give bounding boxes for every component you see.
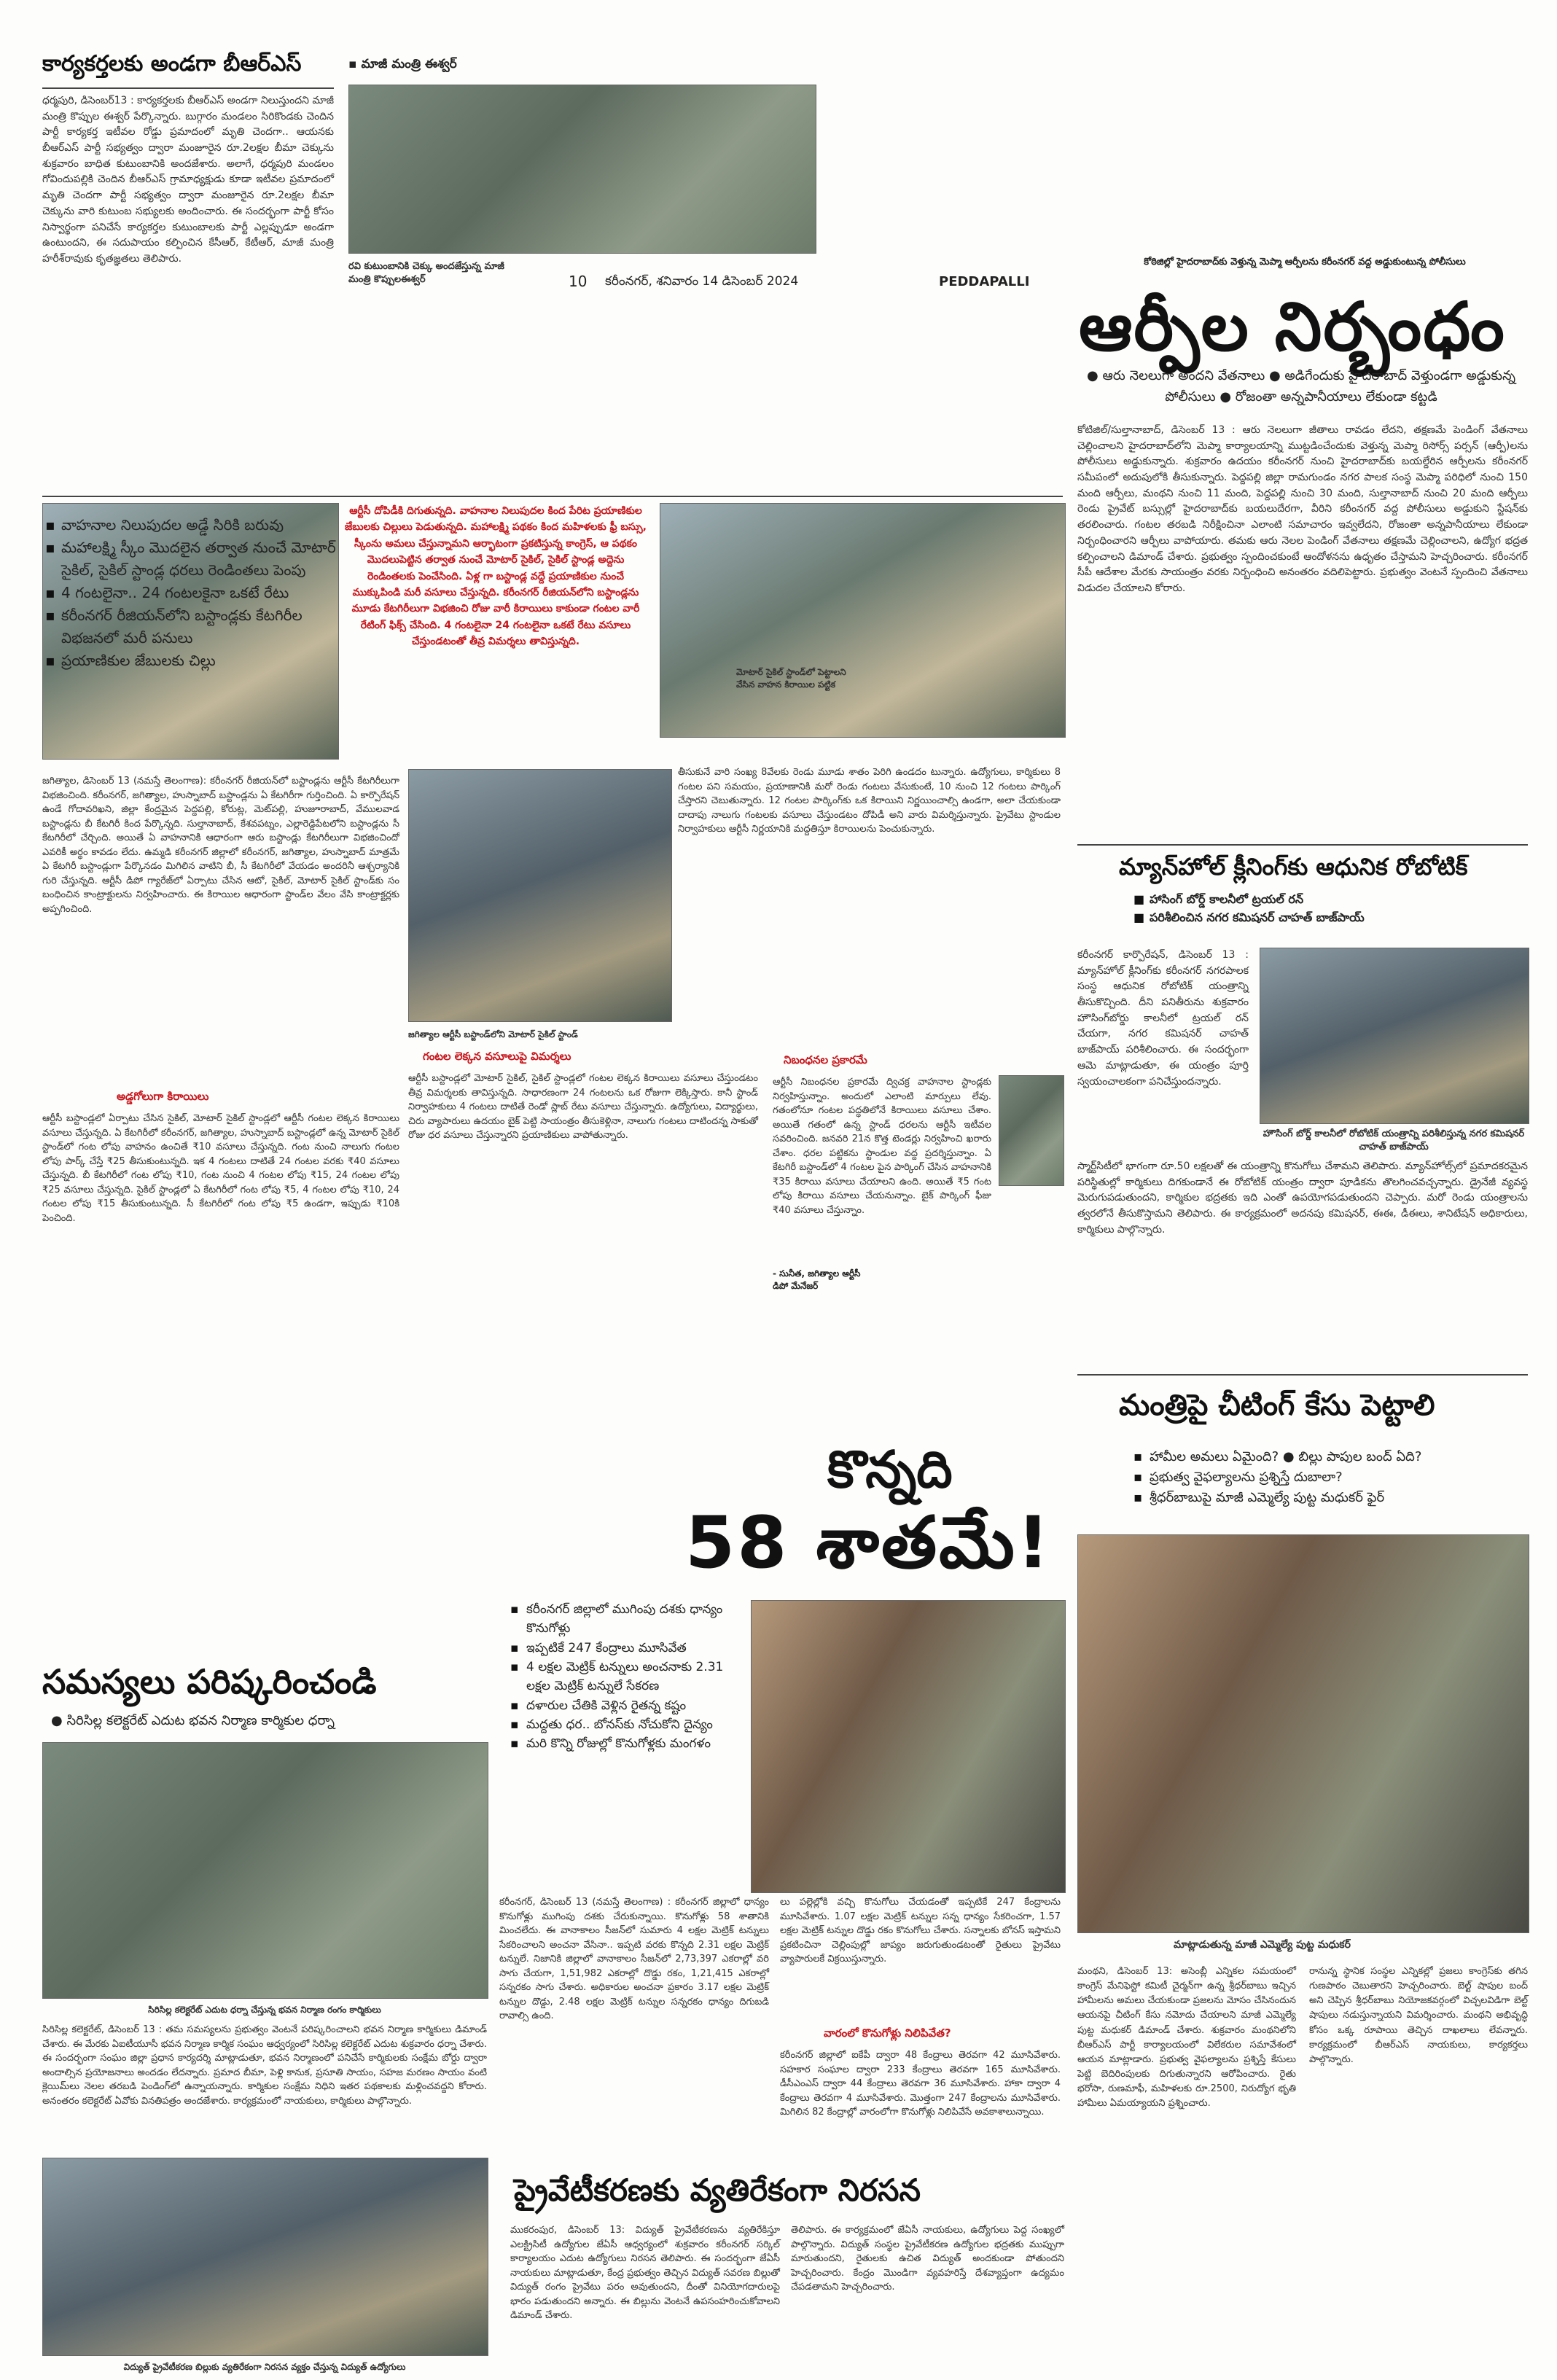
headline-paddy-big: 58 శాతమే!: [685, 1502, 1052, 1585]
bullets-paddy: [510, 1600, 744, 1754]
photo-paddy: [751, 1600, 1066, 1893]
divider: [1077, 844, 1528, 846]
article-body-parking-3: ఆర్టీసీ బస్టాండ్లలో మోటార్‌ సైకిల్‌, సైకిల్‌ స్టాండ్లలో గంటల లెక్కన కిరాయిలు వసూలు చేస్తుండటం తీవ్ర విమర్శలకు తావిస్తున్నది. సాధారణంగా 24 గంటలను ఒక రోజుగా లెక్కిస్తారు. కానీ స్టాండ్‌ నిర్వాహకులు 4 గంటలు దాటితే రెండో స్లాబ్‌ రేటు వసూలు చేస్తున్నారు. ఉద్యోగులు, విద్యార్థులు, చిరు వ్యాపారులు ఉదయం బైక్‌ పెట్టి సాయంత్రం తీసుకెళ్లినా, నాలుగు గంటలు దాటిందన్న సాకుతో రోజు ధర వసూలు చేస్తున్నారని ప్రయాణికులు వాపోతున్నారు.: [408, 1073, 758, 1141]
bullet-parking-2: ▪ మహాలక్ష్మి స్కీం మొదలైన తర్వాత నుంచే మోటార్‌ సైకిల్‌, సైకిల్‌ స్టాండ్ల ధరలు రెండింతలు పెంపు: [45, 537, 351, 582]
decks-cheating: [1133, 1447, 1520, 1508]
article-body-parking-2: తీసుకునే వారి సంఖ్య 8వేలకు రెండు మూడు శాతం పెరిగి ఉండదం టున్నారు. ఉద్యోగులు, కార్మికులు 8 గంటల పని సమయం, ప్రయాణానికి మరో రెండు గంటలు వేసుకుంటే, 10 నుంచి 12 గంటలు పార్కింగ్‌ చేస్తారని చెబుతున్నారు. 12 గంటల పార్కింగ్‌కు ఒక కిరాయిని నిర్ణయించాల్సి ఉండగా, అలా చేయకుండా దాదాపు నాలుగు గంటలకు వసూలు చేస్తుండటం దోపిడీ అని వారు విమర్శిస్తున్నారు. ప్రైవేటు స్టాండుల నిర్వాహకులు ఆర్టీసీ నిర్ణయానికి మద్దతిస్తూ కిరాయిలను పెంచుకున్నారు.: [678, 767, 1061, 835]
headline-cheating: మంత్రిపై చీటింగ్‌ కేసు పెట్టాలి: [1119, 1389, 1435, 1422]
article-body-arrests: కోటిజిల్‌/సుల్తానాబాద్‌, డిసెంబర్‌ 13 : ఆరు నెలలుగా జీతాలు రావడం లేదని, తక్షణమే పెండింగ్‌ వేతనాలు చెల్లించాలని హైదరాబాద్‌లోని మెప్మా కార్యాలయాన్ని ముట్టడించేందుకు వెళ్తున్న మెప్మా రిసోర్స్‌ పర్సన్‌ (ఆర్పీ)లను పోలీసులు అడ్డుకున్నారు. శుక్రవారం ఉదయం కరీంనగర్‌ నుంచి హైదరాబాద్‌కు బయల్దేరిన ఆర్పీలను కరీంనగర్‌ సమీపంలో అదుపులోకి తీసుకున్నారు. పెద్దపల్లి జిల్లా రామగుండం నగర పాలక సంస్థ మెప్మా పరిధిలో నుంచి 150 మంది ఆర్పీలు, మంథని నుంచి 11 మంది, పెద్దపల్లి నుంచి 30 మంది, సుల్తానాబాద్‌ నుంచి 20 మంది ఆర్పీలు రెండు ప్రైవేట్‌ బస్సుల్లో హైదరాబాద్‌కు బయలుదేరగా, వీరిని కరీంనగర్‌ వద్ద పోలీసులు అడ్డుకుని స్టేషన్‌కు తరలించారు. గంటల తరబడి నిరీక్షించినా ఎలాంటి సమాచారం ఇవ్వలేదని, రోజంతా అన్నపానీయాలు లేకుండా నిర్బంధించారని ఆర్పీలు వాపోయారు. తమకు ఆరు నెలల పెండింగ్‌ వేతనాలు తక్షణమే చెల్లించాలని, ఉద్యోగ భద్రత కల్పించాలని డిమాండ్‌ చేశారు. ప్రభుత్వం స్పందించకుంటే ఆందోళనను ఉధృతం చేస్తామని హెచ్చరించారు. కరీంనగర్‌ సీపీ ఆదేశాల మేరకు సాయంత్రం వరకు నిర్బంధించి అనంతరం వదిలిపెట్టారు. ప్రభుత్వం వెంటనే స్పందించి వేతనాలు విడుదల చేయాలని కోరారు.: [1077, 424, 1528, 594]
deck-cheating-2: ▪ ప్రభుత్వ వైఫల్యాలను ప్రశ్నిస్తే దుబాలా?: [1133, 1467, 1520, 1488]
photo-caption-cheating: మాట్లాడుతున్న మాజీ ఎమ్మెల్యే పుట్ట మధుకర్‌: [1174, 1939, 1351, 1951]
decks-robotic: [1133, 891, 1513, 927]
article-body-parking-1: జగిత్యాల, డిసెంబర్‌ 13 (నమస్తే తెలంగాణ): కరీంనగర్‌ రీజియన్‌లో బస్టాండ్లను ఆర్టీసీ కేటగిరీలుగా విభజించింది. కరీంనగర్‌, జగిత్యాల, హుస్నాబాద్‌ బస్టాండ్లను ఏ కేటగిరీగా గుర్తించింది. ఏ కార్పొరేషన్‌ ఉండే గోదావరిఖని, జిల్లా కేంద్రమైన పెద్దపల్లి, కోరుట్ల, మెట్‌పల్లి, హుజూరాబాద్‌, వేములవాడ బస్టాండ్లను బీ కేటగిరీ కింద పేర్కొన్నది. సుల్తానాబాద్‌, కేశవపట్నం, ఎల్లారెడ్డిపేటలోని బస్టాండ్లను సీ కేటగిరీలో చేర్చింది. అయితే ఏ వాహనానికి ఆధారంగా ఆరు బస్టాండ్లు కేటగిరీలుగా విభజించిందో ఎవరికీ అర్థం కావడం లేదు. ఉమ్మడి కరీంనగర్‌ జిల్లాలో కరీంనగర్‌, జగిత్యాల, హుస్నాబాద్‌ మాత్రమే ఏ కేటగిరీ బస్టాండ్లుగా పేర్కొనడం మిగిలిన వాటిని బీ, సీ కేటగిరీలో వేయడం అందరినీ ఆశ్చర్యానికి గురి చేస్తున్నది. ఆర్టీసీ డిపో గ్యారేజ్‌లో ఏర్పాటు చేసిన ఆటో, సైకిల్‌, మోటార్‌ సైకిల్‌ స్టాండ్‌కు సం బంధించిన కాంట్రాక్టులను నిర్వహించారు. ఈ కిరాయిల ఆధారంగా స్టాండ్‌ల వేలం వేసి కాంట్రాక్టర్లకు అప్పగించింది.: [42, 776, 399, 915]
article-body-cheating-1: మంథని, డిసెంబర్‌ 13: అసెంబ్లీ ఎన్నికల సమయంలో కాంగ్రెస్‌ మేనిఫెస్టో కమిటీ చైర్మన్‌గా ఉన్న శ్రీధర్‌బాబు ఇచ్చిన హామీలను అమలు చేయకుండా ప్రజలను మోసం చేసినందున ఆయనపై చీటింగ్‌ కేసు నమోదు చేయాలని మాజీ ఎమ్మెల్యే పుట్ట మధుకర్‌ డిమాండ్‌ చేశారు. శుక్రవారం మంథనిలోని బీఆర్‌ఎస్‌ పార్టీ కార్యాలయంలో విలేకరుల సమావేశంలో ఆయన మాట్లాడారు. ప్రభుత్వ వైఫల్యాలను ప్రశ్నిస్తే కేసులు పెట్టి బెదిరింపులకు దిగుతున్నారని ఆరోపించారు. రైతు భరోసా, రుణమాఫీ, మహిళలకు రూ.2500, నిరుద్యోగ భృతి హామీలు ఏమయ్యాయని ప్రశ్నించారు.: [1077, 1966, 1296, 2110]
article-body-robotic-left: కరీంనగర్‌ కార్పొరేషన్‌, డిసెంబర్‌ 13 : మ్యాన్‌హోల్‌ క్లీనింగ్‌కు కరీంనగర్‌ నగరపాలక సంస్థ ఆధునిక రోబోటిక్‌ యంత్రాన్ని తీసుకొచ్చింది. దీని పనితీరును శుక్రవారం హౌసింగ్‌బోర్డు కాలనీలో ట్రయల్‌ రన్‌ చేయగా, నగర కమిషనర్‌ చాహత్‌ బాజ్‌పాయ్‌ పరిశీలించారు. ఈ సందర్భంగా ఆమె మాట్లాడుతూ, ఈ యంత్రం పూర్తి స్వయంచాలకంగా పనిచేస్తుందన్నారు.: [1077, 949, 1249, 1088]
photo-rate-chart: [660, 503, 1066, 738]
photo-caption-brs-prefix: రవి కుటుంబానికి: [348, 261, 410, 272]
byline-brs: ▪ మాజీ మంత్రి ఈశ్వర్‌: [348, 57, 457, 71]
bullet-parking-1: ▪ వాహనాల నిలుపుదల అడ్డే సిరికి బరువు: [45, 514, 351, 537]
subhead-rates: అడ్డగోలుగా కిరాయిలు: [117, 1090, 209, 1103]
photo-caption-brs: [348, 261, 523, 287]
photo-caption-rate-chart: మోటార్‌ సైకిల్‌ స్టాండ్‌లో పెట్టాలని వేసిన వాహన కిరాయిల పట్టిక: [736, 667, 846, 690]
edition-name: PEDDAPALLI: [939, 274, 1030, 289]
photo-robotic-machine: [1260, 948, 1529, 1124]
photo-sircilla-dharna: [42, 1742, 488, 1999]
subhead-notice: నిబంధనల ప్రకారమే: [784, 1053, 867, 1066]
deck-arrests-3: రోజంతా అన్నపానీయాలు లేకుండా కట్టడి: [1235, 389, 1437, 405]
headline-privatization: ప్రైవేటీకరణకు వ్యతిరేకంగా నిరసన: [514, 2172, 921, 2208]
article-body-robotic: స్మార్ట్‌సిటీలో భాగంగా రూ.50 లక్షలతో ఈ యంత్రాన్ని కొనుగోలు చేశామని తెలిపారు. మ్యాన్‌హోల్స్‌లో ప్రమాదకరమైన పరిస్థితుల్లో కార్మికులు దిగకుండానే ఈ రోబోటిక్‌ యంత్రం ద్వారా పూడికను తొలగించవచ్చన్నారు. డ్రైనేజీ వ్యవస్థ మెరుగుపడుతుందని, కార్మికుల భద్రతకు ఇది ఎంతో ఉపయోగపడుతుందని చెప్పారు. మరో రెండు యంత్రాలను త్వరలోనే తీసుకొస్తామని తెలిపారు. ఈ కార్యక్రమంలో అదనపు కమిషనర్‌, ఈఈ, డీఈలు, శానిటేషన్‌ అధికారులు, కార్మికులు పాల్గొన్నారు.: [1077, 1160, 1528, 1236]
photo-privatization: [42, 2158, 488, 2356]
deck-sircilla-text: సిరిసిల్ల కలెక్టరేట్‌ ఎదుట భవన నిర్మాణ కార్మికుల ధర్నా: [66, 1713, 335, 1728]
deck-robotic-2: ■ పరిశీలించిన నగర కమిషనర్‌ చాహత్‌ బాజ్‌పాయ్‌: [1133, 909, 1513, 927]
article-body-parking-4: ఆర్టీసీ బస్టాండ్లలో ఏర్పాటు చేసిన సైకిల్‌, మోటార్‌ సైకిల్‌ స్టాండ్లలో ఆర్టీసీ గంటల లెక్కన కిరాయిలు వసూలు చేస్తున్నది. ఏ కేటగిరీలో కరీంనగర్‌, జగిత్యాల, హుస్నాబాద్‌ బస్టాండ్లలో ఉన్న మోటార్‌ సైకిల్‌ స్టాండ్‌లో గంట లోపు వాహనం ఉంచితే ₹10 వసూలు చేస్తున్నది. గంట నుంచి నాలుగు గంటల లోపు పార్క్‌ చేస్తే ₹25 తీసుకుంటున్నది. ఇక 4 గంటలు దాటితే 24 గంటల వరకు ₹40 వసూలు చేస్తున్నది. బీ కేటగిరీలో గంట లోపు ₹10, గంట నుంచి 4 గంటల లోపు ₹15, 24 గంటల లోపు ₹25 వసూలు చేస్తున్నది. సైకిల్‌ స్టాండ్లలో ఏ కేటగిరీలో గంట లోపు ₹5, 4 గంటల లోపు ₹10, 24 గంటల లోపు ₹15 తీసుకుంటున్నది. సీ కేటగిరీలో గంట లోపు ₹5 ఉండగా, ఇప్పుడు ₹10కి పెంచింది.: [42, 1113, 399, 1224]
kicker-arrests: కోఠిజిల్లో హైదరాబాద్‌కు వెళ్తున్న మెప్మా ఆర్పీలను కరీంనగర్‌ వద్ద అడ్డుకుంటున్న పోలీసులు: [1144, 257, 1466, 268]
headline-arrests: ఆర్పీల నిర్బంధం: [1079, 288, 1506, 366]
article-body-brs: ధర్మపురి, డిసెంబర్‌13 : కార్యకర్తలకు బీఆర్‌ఎస్‌ అండగా నిలుస్తుందని మాజీ మంత్రి కొప్పుల ఈశ్వర్‌ పేర్కొన్నారు. బుగ్గారం మండలం సిరికొండకు చెందిన పార్టీ కార్యకర్త ఇటీవల రోడ్డు ప్రమాదంలో మృతి చెందగా.. ఆయనకు బీఆర్‌ఎస్‌ పార్టీ సభ్యత్వం ద్వారా మంజూరైన రూ.2లక్షల బీమా చెక్కును శుక్రవారం బాధిత కుటుంబానికి అందజేశారు. అలాగే, ధర్మపురి మండలం గోవిందుపల్లికి చెందిన బీఆర్‌ఎస్‌ గ్రామాధ్యక్షుడు కూడా ఇటీవల ప్రమాదంలో మృతి చెందగా పార్టీ సభ్యత్వం ద్వారా మంజూరైన రూ.2లక్షల బీమా చెక్కును వారి కుటుంబ సభ్యులకు అందించారు. ఈ సందర్భంగా పార్టీ కోసం నిస్వార్థంగా పనిచేసే కార్యకర్తల కుటుంబాలకు పార్టీ ఎల్లప్పుడూ అండగా ఉంటుందని, ఈ సదుపాయం కల్పించిన కేసీఆర్‌, కేటీఆర్‌, మాజీ మంత్రి హరీశ్‌రావుకు కృతజ్ఞతలు తెలిపారు.: [42, 95, 334, 265]
photo-caption-robotic: హౌసింగ్‌ బోర్డ్‌ కాలనీలో రోబోటిక్‌ యంత్రాన్ని పరిశీలిస్తున్న నగర కమిషనర్‌ చాహత్‌ బాజ్‌పాయ్‌: [1263, 1128, 1525, 1152]
bullet-paddy-6: ▪ మరి కొన్ని రోజుల్లో కొనుగోళ్లకు మంగళం: [510, 1734, 744, 1753]
decks-arrests: ● ఆరు నెలలుగా అందని వేతనాలు ● అడిగేందుకు హైదరాబాద్‌ వెళ్తుండగా అడ్డుకున్న పోలీసులు ● రోజంతా అన్నపానీయాలు లేకుండా కట్టడి: [1087, 368, 1515, 405]
bullet-paddy-2: ▪ ఇప్పటికే 247 కేంద్రాలు మూసివేత: [510, 1639, 744, 1658]
article-body-paddy-2: లు పల్లెల్లోకి వచ్చి కొనుగోలు చేయడంతో ఇప్పటికే 247 కేంద్రాలను మూసివేశారు. 1.07 లక్షల మెట్రిక్‌ టన్నుల సన్న ధాన్యం సేకరించగా, 1.57 లక్షల మెట్రిక్‌ టన్నుల దొడ్డు రకం కొనుగోలు చేశారు. సన్నాలకు బోనస్‌ ఇస్తామని ప్రకటించినా చెల్లింపుల్లో జాప్యం జరుగుతుండటంతో రైతులు ప్రైవేటు వ్యాపారులకే విక్రయిస్తున్నారు.: [780, 1897, 1061, 1965]
headline-brs: కార్యకర్తలకు అండగా బీఆర్‌ఎస్‌: [42, 51, 302, 77]
bullets-parking: [45, 514, 351, 672]
page-number: 10: [569, 273, 588, 290]
deck-arrests-1: ఆరు నెలలుగా అందని వేతనాలు: [1102, 368, 1265, 383]
article-body-paddy-1: కరీంనగర్‌, డిసెంబర్‌ 13 (నమస్తే తెలంగాణ) : కరీంనగర్‌ జిల్లాలో ధాన్యం కొనుగోళ్లు ముగింపు దశకు చేరుకున్నాయి. కొనుగోళ్లు 58 శాతానికి మించలేదు. ఈ వానాకాలం సీజన్‌లో సుమారు 4 లక్షల మెట్రిక్‌ టన్నులు సేకరించాలని అంచనా వేసినా.. ఇప్పటి వరకు కొన్నది 2.31 లక్షల మెట్రిక్‌ టన్నులే. నిజానికి జిల్లాలో వానాకాలం సీజన్‌లో 2,73,397 ఎకరాల్లో వరి సాగు చేయగా, 1,51,982 ఎకరాల్లో దొడ్డు రకం, 1,21,415 ఎకరాల్లో సన్నరకం సాగు చేశారు. అధికారుల అంచనా ప్రకారం 3.17 లక్షల మెట్రిక్‌ టన్నుల దొడ్డు, 2.48 లక్షల మెట్రిక్‌ టన్నుల సన్నరకం ధాన్యం దిగుబడి రావాల్సి ఉంది.: [499, 1897, 769, 2021]
photo-caption-sircilla: సిరిసిల్ల కలెక్టరేట్‌ ఎదుట ధర్నా చేస్తున్న భవన నిర్మాణ రంగం కార్మికులు: [148, 2005, 381, 2015]
bullet-parking-5: ▪ ప్రయాణికుల జేబులకు చిల్లు: [45, 649, 351, 672]
bullet-paddy-4: ▪ దళారుల చేతికి వెళ్లిన రైతన్న కష్టం: [510, 1696, 744, 1715]
photo-caption-jagtial: జగిత్యాల ఆర్టీసీ బస్టాండ్‌లోని మోటార్‌ సైకిల్‌ స్టాండ్‌: [408, 1029, 578, 1039]
bullet-paddy-3: ▪ 4 లక్షల మెట్రిక్‌ టన్నులు అంచనాకు 2.31 లక్షల మెట్రిక్‌ టన్నులే సేకరణ: [510, 1658, 744, 1696]
dateline: కరీంనగర్‌, శనివారం 14 డిసెంబర్‌ 2024: [605, 274, 799, 289]
headline-robotic: మ్యాన్‌హోల్‌ క్లీనింగ్‌కు ఆధునిక రోబోటిక్‌: [1119, 853, 1468, 881]
deck-arrests-2: అడిగేందుకు హైదరాబాద్‌ వెళ్తుండగా అడ్డుకున్న పోలీసులు: [1165, 368, 1515, 405]
bullet-paddy-5: ▪ మద్దతు ధర.. బోనస్‌కు నోచుకోని దైన్యం: [510, 1715, 744, 1734]
deck-robotic-1: ■ హాసింగ్‌ బోర్డ్‌ కాలనీలో ట్రయల్‌ రన్‌: [1133, 891, 1513, 909]
photo-caption-brs-text: చెక్కు అందజేస్తున్న మాజీ మంత్రి కొప్పులఈశ్వర్‌: [348, 261, 504, 285]
photo-brs-cheque: [348, 85, 816, 254]
photo-madhukar: [1077, 1534, 1529, 1933]
article-body-privatization-2: తెలిపారు. ఈ కార్యక్రమంలో జేఏసీ నాయకులు, ఉద్యోగులు పెద్ద సంఖ్యలో పాల్గొన్నారు. విద్యుత్‌ సంస్థల ప్రైవేటీకరణ ఉద్యోగుల భద్రతకు ముప్పుగా మారుతుందని, రైతులకు ఉచిత విద్యుత్‌ అందకుండా పోతుందని హెచ్చరించారు. కేంద్రం మొండిగా వ్యవహరిస్తే దేశవ్యాప్తంగా ఉద్యమం చేపడతామని హెచ్చరించారు.: [791, 2225, 1064, 2293]
red-note-parking: ఆర్టీసీ దోపిడీకి దిగుతున్నది. వాహనాల నిలుపుదల కింద పేరిట ప్రయాణికుల జేబులకు చిల్లులు పెడుతున్నది. మహాలక్ష్మి పథకం కింద మహిళలకు ఫ్రీ బస్సు, స్కీంను అమలు చేస్తున్నామని ఆర్భాటంగా ప్రకటిస్తున్న కాంగ్రెస్‌, ఆ పథకం మొదలుపెట్టిన తర్వాత నుంచే మోటార్‌ సైకిల్‌, సైకిల్‌ స్టాండ్ల అద్దెను రెండింతలకు పెంచేసింది. ఏళ్ల గా బస్టాండ్ల వద్దే ప్రయాణికుల నుంచే ముక్కుపిండి మరీ వసూలు చేస్తున్నది. కరీంనగర్‌ రీజియన్‌లోని బస్టాండ్లను మూడు కేటగిరీలుగా విభజించి రోజు వారీ కిరాయిలు కాకుండా గంటల వారీ రేటింగ్ ఫిక్స్ చేసింది. 4 గంటలైనా 24 గంటలైనా ఒకటే రేటు వసూలు చేస్తుండటంతో తీవ్ర విమర్శలు తావిస్తున్నది.: [345, 505, 647, 648]
headline-sircilla: సమస్యలు పరిష్కరించండి: [42, 1662, 377, 1701]
article-body-paddy-3: కరీంనగర్‌ జిల్లాలో ఐకేపీ ద్వారా 48 కేంద్రాలు తెరవగా 42 మూసివేశారు. సహకార సంఘాల ద్వారా 233 కేంద్రాలు తెరవగా 165 మూసివేశారు. డీసీఎంఎస్‌ ద్వారా 44 కేంద్రాలు తెరవగా 36 మూసివేశారు. హాకా ద్వారా 4 కేంద్రాలు తెరవగా 4 మూసివేశారు. మొత్తంగా 247 కేంద్రాలను మూసివేశారు. మిగిలిన 82 కేంద్రాల్లో వారంలోగా కొనుగోళ్లు నిలిపివేసే అవకాశాలున్నాయి.: [780, 2050, 1061, 2118]
photo-jagtial-stand: [408, 769, 672, 1022]
bullet-parking-3: ▪ 4 గంటలైనా.. 24 గంటలకైనా ఒకటే రేటు: [45, 582, 351, 604]
article-body-sircilla: సిరిసిల్ల కలెక్టరేట్‌, డిసెంబర్‌ 13 : తమ సమస్యలను ప్రభుత్వం వెంటనే పరిష్కరించాలని భవన నిర్మాణ కార్మికులు డిమాండ్‌ చేశారు. ఈ మేరకు ఏఐటీయూసీ భవన నిర్మాణ కార్మిక సంఘం ఆధ్వర్యంలో సిరిసిల్ల కలెక్టరేట్‌ ఎదుట శుక్రవారం ధర్నా చేశారు. ఈ సందర్భంగా సంఘం జిల్లా ప్రధాన కార్యదర్శి మాట్లాడుతూ, భవన నిర్మాణంలో పనిచేసే కార్మికులకు సంక్షేమ బోర్డు ద్వారా అందాల్సిన ప్రయోజనాలు అందడం లేదన్నారు. ప్రమాద బీమా, పెళ్లి కానుక, ప్రసూతి సాయం, సహజ మరణం సాయం వంటి క్లెయిమ్‌లు నెలల తరబడి పెండింగ్‌లో ఉన్నాయన్నారు. కార్మికుల సంక్షేమ నిధిని ఇతర పథకాలకు మళ్లించవద్దని కోరారు. అనంతరం కలెక్టరేట్‌ ఏవోకు వినతిపత్రం అందజేశారు. కార్యక్రమంలో నాయకులు, కార్మికులు పాల్గొన్నారు.: [42, 2024, 487, 2107]
divider: [42, 87, 334, 89]
byline-brs-text: మాజీ మంత్రి ఈశ్వర్‌: [361, 57, 457, 71]
photo-depot-manager: [999, 1075, 1064, 1186]
bullet-parking-4: ▪ కరీంనగర్‌ రీజియన్‌లోని బస్టాండ్లకు కేటగిరీల విభజనలో మరీ పనులు: [45, 604, 351, 649]
signature-parking: - సునీత, జగిత్యాల ఆర్టీసీ డిపో మేనేజర్‌: [773, 1268, 861, 1291]
headline-paddy-small: కొన్నది: [827, 1440, 953, 1499]
article-body-parking-5: ఆర్టీసీ నిబంధనల ప్రకారమే ద్విచక్ర వాహనాల స్టాండ్లకు నిర్వహిస్తున్నాం. అందులో ఎలాంటి మార్పులు లేవు. గతంలోనూ గంటల పద్ధతిలోనే కిరాయిలు వసూలు చేశాం. అయితే గతంలో ఉన్న స్టాండ్‌ ధరలను ఆర్టీసీ ఇటీవల సవరించింది. జనవరి 21న కొత్త టెండర్లు నిర్వహించి ఖరారు చేశాం. ధరల పట్టికను స్టాండుల వద్ద ప్రదర్శిస్తున్నాం. ఏ కేటగిరీ బస్టాండ్‌లో 4 గంటల పైన పార్కింగ్‌ చేసిన వాహనానికి ₹35 కిరాయి వసూలు చేయాలని ఉంది. అయితే ₹5 గంట లోపు కిరాయి వసూలు చేయనున్నాం. బైక్‌ పార్కింగ్‌ ఫీజు ₹40 వసూలు చేస్తున్నాం.: [773, 1077, 991, 1216]
bullet-paddy-1: ▪ కరీంనగర్‌ జిల్లాలో ముగింపు దశకు ధాన్యం కొనుగోళ్లు: [510, 1600, 744, 1639]
article-body-cheating-2: రానున్న స్థానిక సంస్థల ఎన్నికల్లో ప్రజలు కాంగ్రెస్‌కు తగిన గుణపాఠం చెబుతారని హెచ్చరించారు. బెల్ట్‌ షాపుల బంద్‌ అని చెప్పిన శ్రీధర్‌బాబు నియోజకవర్గంలో విచ్చలవిడిగా బెల్ట్‌ షాపులు నడుస్తున్నాయని విమర్శించారు. మంథని అభివృద్ధి కోసం ఒక్క రూపాయి తెచ్చిన దాఖలాలు లేవన్నారు. కార్యక్రమంలో బీఆర్‌ఎస్‌ నాయకులు, కార్యకర్తలు పాల్గొన్నారు.: [1309, 1966, 1528, 2065]
divider: [42, 496, 1063, 497]
deck-cheating-1: ▪ హామీల అమలు ఏమైంది? ● బిల్లు పాపుల బంద్‌ ఏది?: [1133, 1447, 1520, 1467]
subhead-paddy: వారంలో కొనుగోళ్లు నిలిపివేత?: [824, 2026, 951, 2040]
article-body-privatization-1: ముకరంపుర, డిసెంబర్‌ 13: విద్యుత్‌ ప్రైవేటీకరణను వ్యతిరేకిస్తూ ఎలక్ట్రిసిటీ ఉద్యోగుల జేఏసీ ఆధ్వర్యంలో శుక్రవారం కరీంనగర్‌ సర్కిల్‌ కార్యాలయం ఎదుట ఉద్యోగులు నిరసన తెలిపారు. ఈ సందర్భంగా జేఏసీ నాయకులు మాట్లాడుతూ, కేంద్ర ప్రభుత్వం తెచ్చిన విద్యుత్‌ సవరణ బిల్లుతో విద్యుత్‌ రంగం ప్రైవేటు పరం అవుతుందని, దీంతో వినియోగదారులపై భారం పడుతుందని అన్నారు. ఈ బిల్లును వెంటనే ఉపసంహరించుకోవాలని డిమాండ్‌ చేశారు.: [510, 2225, 780, 2321]
divider: [1077, 1374, 1528, 1376]
deck-cheating-3: ▪ శ్రీధర్‌బాబుపై మాజీ ఎమ్మెల్యే పుట్ట మధుకర్‌ ఫైర్‌: [1133, 1488, 1520, 1508]
subhead-hours: గంటల లెక్కన వసూలుపై విమర్శలు: [423, 1050, 571, 1063]
deck-sircilla: ● సిరిసిల్ల కలెక్టరేట్‌ ఎదుట భవన నిర్మాణ కార్మికుల ధర్నా: [51, 1713, 335, 1728]
photo-caption-privatization: విద్యుత్‌ ప్రైవేటీకరణ బిల్లుకు వ్యతిరేకంగా నిరసన వ్యక్తం చేస్తున్న విద్యుత్‌ ఉద్యోగులు: [123, 2362, 406, 2372]
